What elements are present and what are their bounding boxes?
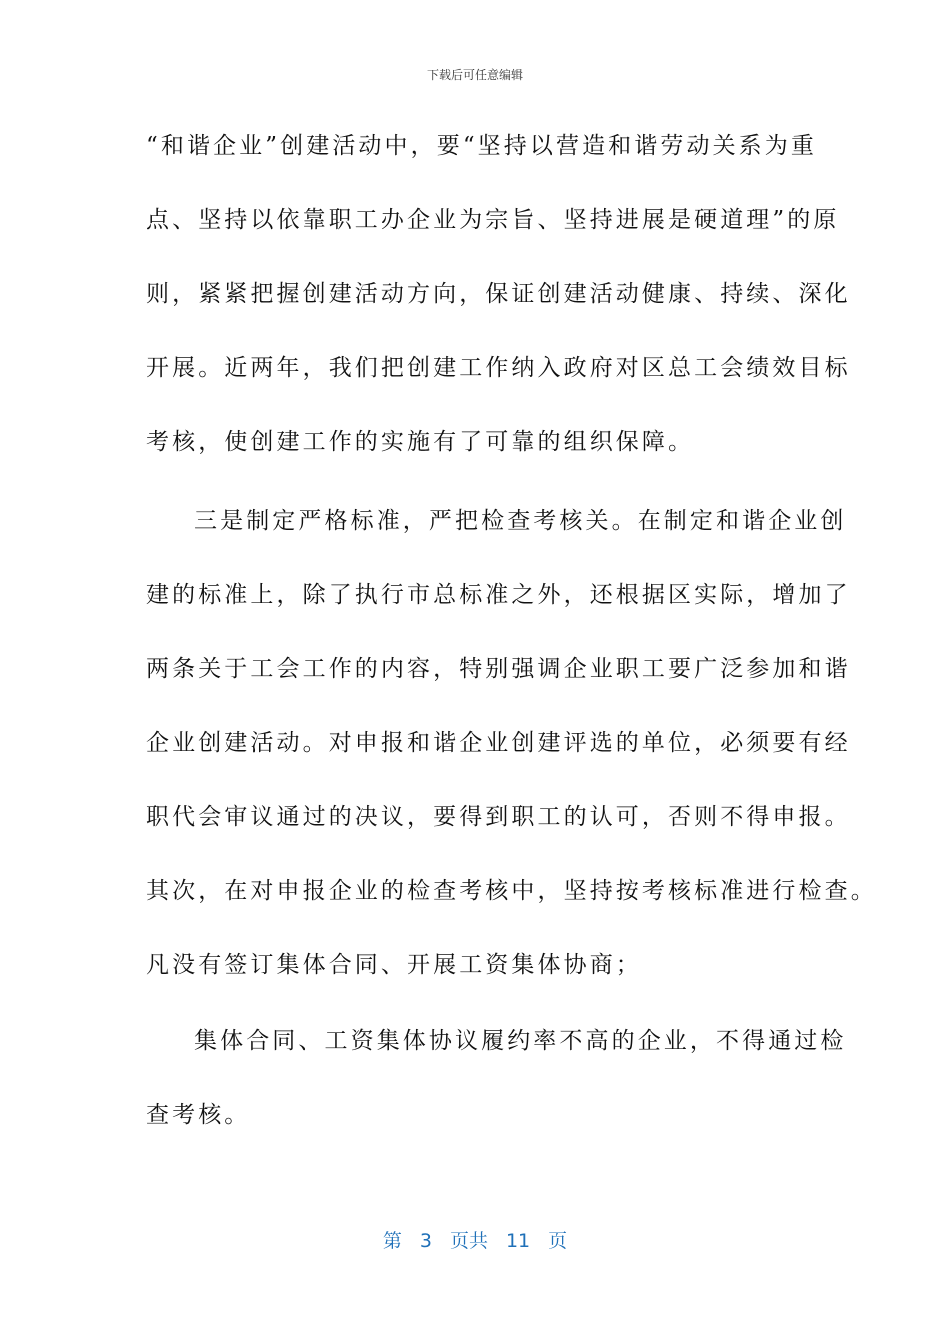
page-current: 3: [419, 1230, 432, 1252]
page-label-middle: 页共: [449, 1230, 488, 1252]
page-label-suffix: 页: [548, 1230, 568, 1252]
text-line: 两条关于工会工作的内容，特别强调企业职工要广泛参加和谐: [146, 656, 851, 682]
text-line: 企业创建活动。对申报和谐企业创建评选的单位，必须要有经: [146, 730, 851, 756]
text-line: “和谐企业”创建活动中，要“坚持以营造和谐劳动关系为重: [146, 133, 817, 159]
page-label-prefix: 第: [382, 1230, 402, 1252]
text-line: 职代会审议通过的决议，要得到职工的认可，否则不得申报。: [146, 804, 851, 830]
text-line: 三是制定严格标准，严把检查考核关。在制定和谐企业创: [194, 508, 847, 534]
header-note: 下载后可任意编辑: [426, 68, 523, 82]
text-line: 建的标准上，除了执行市总标准之外，还根据区实际，增加了: [146, 582, 851, 608]
text-line: 点、坚持以依靠职工办企业为宗旨、坚持进展是硬道理”的原: [146, 207, 840, 233]
text-line: 考核，使创建工作的实施有了可靠的组织保障。: [146, 429, 695, 455]
page-number: [0, 1226, 950, 1253]
text-line: 集体合同、工资集体协议履约率不高的企业，不得通过检: [194, 1028, 847, 1054]
text-line: 开展。近两年，我们把创建工作纳入政府对区总工会绩效目标: [146, 355, 851, 381]
document-body: [146, 0, 926, 1180]
text-line: 其次，在对申报企业的检查考核中，坚持按考核标准进行检查。: [146, 878, 877, 904]
text-line: 查考核。: [146, 1102, 251, 1128]
text-line: 则，紧紧把握创建活动方向，保证创建活动健康、持续、深化: [146, 281, 851, 307]
text-line: 凡没有签订集体合同、开展工资集体协商；: [146, 952, 642, 978]
page-total: 11: [505, 1230, 531, 1252]
